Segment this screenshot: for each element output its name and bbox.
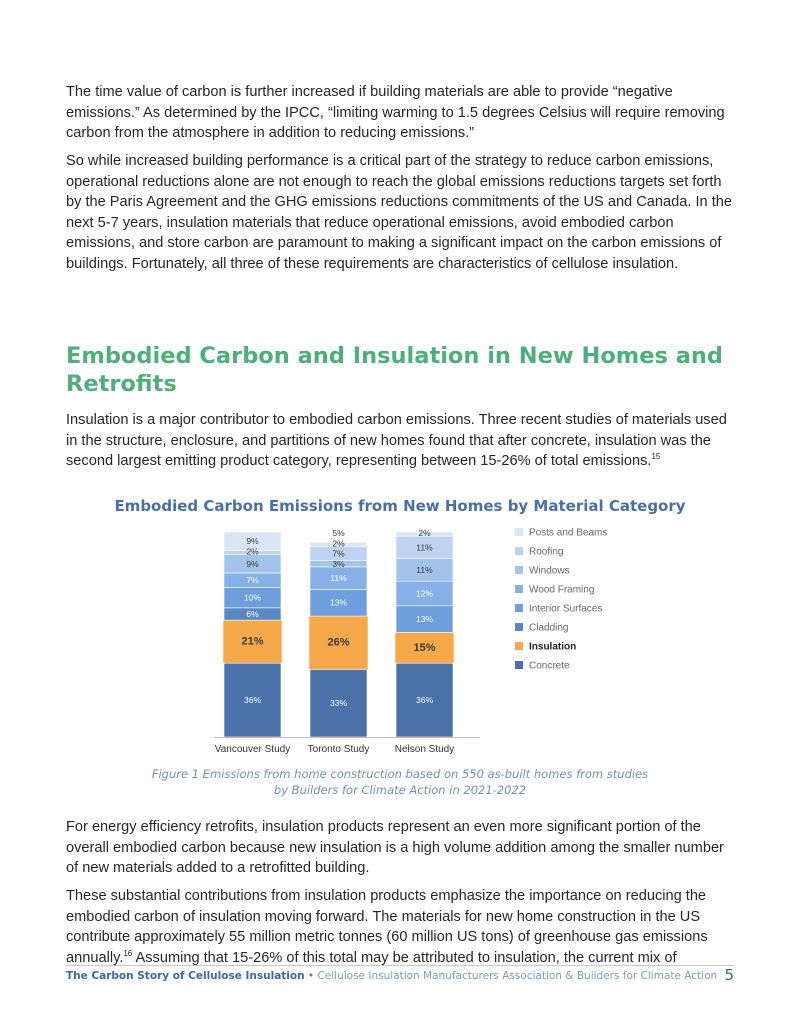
footer-divider [66,965,734,966]
data-label-toronto-study-6: 2% [332,538,345,549]
data-label-toronto-study-7: 5% [332,528,345,538]
paragraph-text: These substantial contributions from insulation products emphasize the importance on reducing the embodied carbon of insulation moving forward. The materials for new home construction in the US contribute approximately 55 million metric tonnes (60 million US tons) of greenhouse gas emissions annually. [66,888,708,966]
legend-swatch-wood-framing [515,585,523,593]
legend-label-concrete: Concrete [529,660,570,672]
legend-swatch-windows [515,566,523,574]
paragraph-negative-emissions: The time value of carbon is further increased if building materials are able to provide “negative emissions.” As determined by the IPCC, “limiting warming to 1.5 degrees Celsius will require removing carbon from the atmosphere in addition to reducing emissions.” [66,84,725,141]
data-label-vancouver-study-4: 7% [246,575,259,586]
legend-label-insulation: Insulation [529,641,577,653]
data-label-vancouver-study-0: 36% [243,695,262,706]
legend-label-interior-surfaces: Interior Surfaces [529,603,603,615]
data-label-vancouver-study-3: 10% [243,592,262,603]
data-label-toronto-study-1: 26% [327,636,350,649]
footnote-ref-16[interactable]: 16 [123,948,133,958]
data-label-nelson-study-6: 2% [418,528,431,538]
data-label-vancouver-study-5: 9% [246,558,259,569]
legend-label-cladding: Cladding [529,622,569,634]
paragraph-insulation-contributor [66,410,738,472]
figure-caption: Figure 1 Emissions from home construction based on 550 as-built homes from studies by Builders for Climate Action in 2021-2022 [151,767,649,797]
x-tick-label-nelson-study: Nelson Study [394,744,455,755]
paragraph-tail: Assuming that 15-26% of this total may be attributed to insulation, the current mix of [132,949,677,966]
data-label-nelson-study-2: 13% [415,614,434,625]
legend-swatch-roofing [515,547,523,555]
legend-swatch-interior-surfaces [515,604,523,612]
legend-label-roofing: Roofing [529,546,564,558]
paragraph-building-performance: So while increased building performance is a critical part of the strategy to reduce carbon emissions, operational reductions alone are not enough to reach the global emissions reductions targets set forth by the Paris Agreement and the GHG emissions reductions commitments of the US and Canada. In the next 5-7 years, insulation materials that reduce operational emissions, avoid embodied carbon emissions, and store carbon are paramount to making a significant impact on the carbon emissions of buildings. Fortunately, all three of these requirements are characteristics of cellulose insulation. [66,153,732,272]
data-label-toronto-study-3: 11% [330,573,347,584]
data-label-toronto-study-2: 13% [329,597,348,608]
data-label-vancouver-study-7: 9% [246,536,259,547]
data-label-vancouver-study-2: 6% [246,609,259,619]
footnote-ref-15[interactable]: 15 [651,452,661,462]
data-label-nelson-study-1: 15% [413,641,436,654]
footer-separator: • [304,970,318,982]
stacked-bar-chart [190,522,630,762]
data-label-vancouver-study-1: 21% [241,635,264,648]
data-label-toronto-study-0: 33% [329,698,348,709]
legend-swatch-insulation [515,642,523,650]
data-label-toronto-study-5: 7% [332,548,345,559]
data-label-nelson-study-3: 12% [415,588,434,599]
footer [66,970,717,982]
footer-brand: The Carbon Story of Cellulose Insulation [66,970,305,982]
paragraph-text: Insulation is a major contributor to embodied carbon emissions. Three recent studies of materials used in the structure, enclosure, and partitions of new homes found that after concrete, insulation was the second largest emitting product category, representing between 15-26% of total emissions. [66,412,727,469]
legend-swatch-cladding [515,623,523,631]
page-number: 5 [724,966,734,984]
paragraph-substantial-contributions [66,886,738,968]
legend-label-windows: Windows [529,565,570,577]
x-tick-label-vancouver-study: Vancouver Study [214,744,291,755]
x-tick-label-toronto-study: Toronto Study [307,744,370,755]
data-label-nelson-study-4: 11% [416,564,433,575]
legend-label-wood-framing: Wood Framing [529,584,595,596]
chart-title: Embodied Carbon Emissions from New Homes by Material Category [114,497,686,515]
paragraph-retrofits: For energy efficiency retrofits, insulation products represent an even more significant portion of the overall embodied carbon because new insulation is a high volume addition among the smaller number of new materials added to a retrofitted building. [66,819,724,876]
footer-partners: Cellulose Insulation Manufacturers Association & Builders for Climate Action [317,970,718,982]
data-label-toronto-study-4: 3% [332,558,345,569]
data-label-vancouver-study-6: 2% [246,546,259,557]
legend-swatch-posts-and-beams [515,528,523,536]
data-label-nelson-study-5: 11% [416,542,433,553]
legend-swatch-concrete [515,661,523,669]
data-label-nelson-study-0: 36% [415,695,434,706]
section-heading: Embodied Carbon and Insulation in New Homes and Retrofits [66,343,724,397]
legend-label-posts-and-beams: Posts and Beams [529,527,608,539]
